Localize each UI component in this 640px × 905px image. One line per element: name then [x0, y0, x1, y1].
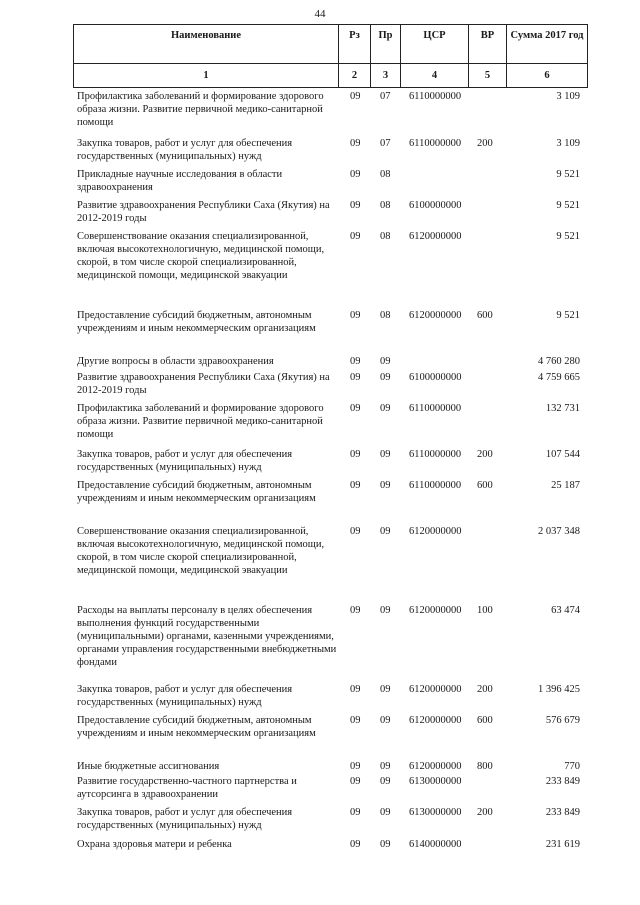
row-sum: 63 474: [551, 605, 580, 616]
row-pr: 09: [380, 761, 391, 772]
col-name-label: Наименование: [171, 30, 241, 41]
row-rz: 09: [350, 526, 361, 537]
col-pr: [370, 25, 400, 87]
row-name: Иные бюджетные ассигнования: [77, 761, 220, 772]
row-vr: 200: [477, 449, 493, 460]
row-csr: 6120000000: [409, 231, 462, 242]
row-rz: 09: [350, 200, 361, 211]
row-sum: 9 521: [556, 200, 580, 211]
row-sum: 231 619: [545, 839, 580, 850]
row-sum: 576 679: [545, 715, 580, 726]
col-rz-num: 2: [351, 70, 358, 81]
row-rz: 09: [350, 761, 361, 772]
row-pr: 09: [380, 356, 391, 367]
col-rz: [338, 25, 370, 87]
row-pr: 09: [380, 449, 391, 460]
row-csr: 6120000000: [409, 715, 462, 726]
row-vr: 800: [477, 761, 493, 772]
col-vr: [468, 25, 506, 87]
row-sum: 3 109: [556, 138, 580, 149]
row-name: Закупка товаров, работ и услуг для обеспечения государственных (муниципальных) нужд: [77, 807, 293, 831]
row-csr: 6110000000: [409, 91, 462, 102]
col-pr-num: 3: [382, 70, 389, 81]
row-rz: 09: [350, 715, 361, 726]
row-rz: 09: [350, 684, 361, 695]
row-csr: 6120000000: [409, 526, 462, 537]
row-sum: 9 521: [556, 310, 580, 321]
row-csr: 6110000000: [409, 449, 462, 460]
row-pr: 07: [380, 91, 391, 102]
row-pr: 09: [380, 684, 391, 695]
row-name: Закупка товаров, работ и услуг для обеспечения государственных (муниципальных) нужд: [77, 684, 293, 708]
row-pr: 08: [380, 169, 391, 180]
col-name-num: 1: [203, 70, 209, 81]
row-name: Совершенствование оказания специализированной, включая высокотехнологичную, медицинской помощи, скорой, в том числе скорой специализированной, медицинской помощи, медицинской эвакуации: [77, 526, 325, 576]
row-name: Профилактика заболеваний и формирование здорового образа жизни. Развитие первичной медико-санитарной помощи: [77, 403, 324, 440]
row-csr: 6100000000: [409, 372, 462, 383]
row-name: Развитие здравоохранения Республики Саха (Якутия) на 2012-2019 годы: [77, 200, 330, 224]
row-name: Другие вопросы в области здравоохранения: [77, 356, 274, 367]
row-csr: 6120000000: [409, 761, 462, 772]
row-csr: 6120000000: [409, 605, 462, 616]
col-name: [73, 25, 338, 87]
row-name: Предоставление субсидий бюджетным, автономным учреждениям и иным некоммерческим организациям: [77, 310, 316, 334]
row-csr: 6140000000: [409, 839, 462, 850]
row-pr: 09: [380, 839, 391, 850]
row-csr: 6110000000: [409, 480, 462, 491]
col-vr-num: 5: [484, 70, 491, 81]
row-pr: 09: [380, 807, 391, 818]
col-csr-num: 4: [431, 70, 438, 81]
row-name: Предоставление субсидий бюджетным, автономным учреждениям и иным некоммерческим организациям: [77, 480, 316, 504]
row-rz: 09: [350, 138, 361, 149]
row-csr: 6110000000: [409, 138, 462, 149]
row-pr: 09: [380, 403, 391, 414]
row-name: Прикладные научные исследования в области здравоохранения: [77, 169, 283, 193]
row-pr: 08: [380, 231, 391, 242]
row-rz: 09: [350, 480, 361, 491]
row-sum: 4 760 280: [538, 356, 580, 367]
row-name: Предоставление субсидий бюджетным, автономным учреждениям и иным некоммерческим организациям: [77, 715, 316, 739]
row-name: Профилактика заболеваний и формирование здорового образа жизни. Развитие первичной медико-санитарной помощи: [77, 91, 324, 128]
row-vr: 200: [477, 807, 493, 818]
row-sum: 1 396 425: [538, 684, 580, 695]
row-csr: 6130000000: [409, 776, 462, 787]
col-csr-label: ЦСР: [423, 30, 446, 41]
row-pr: 07: [380, 138, 391, 149]
row-rz: 09: [350, 776, 361, 787]
row-pr: 09: [380, 372, 391, 383]
col-sum-label: Сумма 2017 год: [510, 30, 584, 41]
row-csr: 6100000000: [409, 200, 462, 211]
col-vr-label: ВР: [480, 30, 495, 41]
row-name: Совершенствование оказания специализированной, включая высокотехнологичную, медицинской помощи, скорой, в том числе скорой специализированной, медицинской помощи, медицинской эвакуации: [77, 231, 325, 281]
col-pr-label: Пр: [378, 30, 393, 41]
col-csr: [400, 25, 468, 87]
row-pr: 09: [380, 480, 391, 491]
row-sum: 770: [564, 761, 580, 772]
col-sum: [506, 25, 588, 87]
row-rz: 09: [350, 310, 361, 321]
row-rz: 09: [350, 605, 361, 616]
row-sum: 233 849: [545, 776, 580, 787]
row-rz: 09: [350, 839, 361, 850]
row-pr: 08: [380, 200, 391, 211]
row-vr: 600: [477, 480, 493, 491]
row-rz: 09: [350, 807, 361, 818]
col-rz-label: Рз: [349, 30, 360, 41]
row-name: Закупка товаров, работ и услуг для обеспечения государственных (муниципальных) нужд: [77, 449, 293, 473]
row-rz: 09: [350, 449, 361, 460]
row-name: Развитие здравоохранения Республики Саха (Якутия) на 2012-2019 годы: [77, 372, 330, 396]
row-name: Закупка товаров, работ и услуг для обеспечения государственных (муниципальных) нужд: [77, 138, 293, 162]
row-pr: 08: [380, 310, 391, 321]
row-csr: 6120000000: [409, 684, 462, 695]
row-name: Расходы на выплаты персоналу в целях обеспечения выполнения функций государственными (муниципальными) органами, казенными учреждениями, органами управления государственными внебюджетными фондами: [77, 605, 337, 668]
row-sum: 25 187: [551, 480, 580, 491]
row-rz: 09: [350, 403, 361, 414]
row-sum: 132 731: [545, 403, 580, 414]
row-sum: 9 521: [556, 169, 580, 180]
row-name: Развитие государственно-частного партнерства и аутсорсинга в здравоохранении: [77, 776, 297, 800]
row-sum: 9 521: [556, 231, 580, 242]
table-header: [73, 24, 588, 88]
page-number: 44: [314, 8, 326, 20]
row-pr: 09: [380, 526, 391, 537]
row-sum: 3 109: [556, 91, 580, 102]
row-pr: 09: [380, 776, 391, 787]
row-vr: 600: [477, 310, 493, 321]
row-vr: 100: [477, 605, 493, 616]
row-vr: 200: [477, 138, 493, 149]
row-csr: 6110000000: [409, 403, 462, 414]
row-sum: 2 037 348: [538, 526, 580, 537]
row-vr: 600: [477, 715, 493, 726]
row-rz: 09: [350, 372, 361, 383]
row-csr: 6130000000: [409, 807, 462, 818]
row-sum: 107 544: [545, 449, 580, 460]
col-sum-num: 6: [544, 70, 550, 81]
row-pr: 09: [380, 605, 391, 616]
row-rz: 09: [350, 169, 361, 180]
row-sum: 4 759 665: [538, 372, 580, 383]
row-rz: 09: [350, 231, 361, 242]
row-rz: 09: [350, 356, 361, 367]
row-vr: 200: [477, 684, 493, 695]
row-name: Охрана здоровья матери и ребенка: [77, 839, 232, 850]
row-rz: 09: [350, 91, 361, 102]
row-pr: 09: [380, 715, 391, 726]
row-sum: 233 849: [545, 807, 580, 818]
row-csr: 6120000000: [409, 310, 462, 321]
